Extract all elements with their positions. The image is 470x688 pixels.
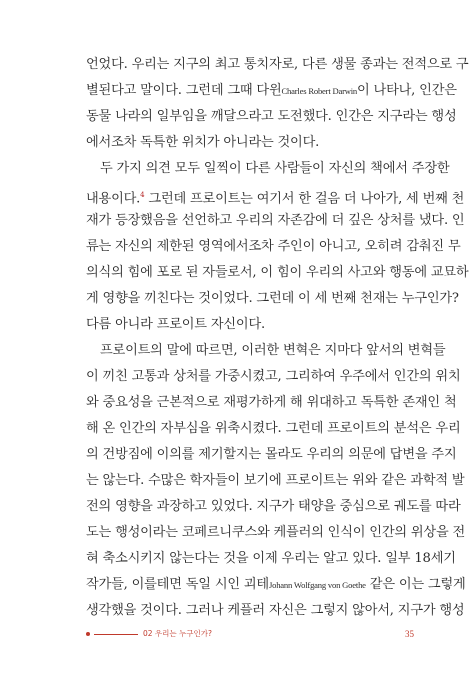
footer-rule [94,634,138,635]
text-line: 의식의 힘에 포로 된 자들로서, 이 힘이 우리의 사고와 행동에 교묘하 [86,265,469,280]
text-line: 해 온 인간의 자부심을 위축시켰다. 그런데 프로이트의 분석은 우리 [86,421,461,436]
text-line: 도는 행성이라는 코페르니쿠스와 케플러의 인식이 인간의 위상을 전 [86,525,466,540]
text-line: 의 건방짐에 이의를 제기할지는 몰라도 우리의 의문에 답변을 주지 [86,447,457,462]
text-line: 두 가지 의견 모두 일찍이 다른 사람들이 자신의 책에서 주장한 [100,161,450,176]
text-line: 프로이트의 말에 따르면, 이러한 변혁은 지마다 앞서의 변혁들 [100,343,446,358]
text-run: 별된다고 말이다. 그런데 그때 다윈 [86,83,282,98]
text-line: 재가 등장했음을 선언하고 우리의 자존감에 더 깊은 상처를 냈다. 인 [86,213,465,228]
body-text [86,52,469,624]
text-line: 생각했을 것이다. 그러나 케플러 자신은 그렇지 않아서, 지구가 행성 [86,603,465,618]
text-line: 이 끼친 고통과 상처를 가중시켰고, 그리하여 우주에서 인간의 위치 [86,369,461,384]
footnote-marker[interactable]: 4 [140,191,145,199]
text-line: 는 않는다. 수많은 학자들이 보기에 프로이트는 위와 같은 과학적 발 [86,473,465,488]
text-line: 류는 자신의 제한된 영역에서조차 주인이 아니고, 오히려 감춰진 무 [86,239,461,254]
text-run: 이 나타나, 인간은 [357,83,457,98]
text-line: 게 영향을 끼친다는 것이었다. 그런데 이 세 번째 천재는 누구인가? [86,291,459,306]
text-run: 같은 이는 그렇게 [365,577,466,592]
latin-name: Johann Wolfgang von Goethe [268,580,366,590]
text-run: 작가들, 이를테면 독일 시인 괴테 [86,577,269,592]
text-run: 내용이다. [86,191,141,207]
text-line: 에서조차 독특한 위치가 아니라는 것이다. [86,135,320,150]
text-line: 혀 축소시키지 않는다는 것을 이제 우리는 알고 있다. 일부 18세기 [86,551,456,566]
text-line [86,572,466,598]
text-line [86,182,465,208]
page-footer [86,627,414,641]
text-line: 전의 영향을 과장하고 있었다. 지구가 태양을 중심으로 궤도를 따라 [86,499,461,514]
page-number: 35 [405,629,414,639]
text-run: 그런데 프로이트는 여기서 한 걸음 더 나아가, 세 번째 천 [144,191,465,207]
text-line: 동물 나라의 일부임을 깨달으라고 도전했다. 인간은 지구라는 행성 [86,109,457,124]
text-line [86,78,457,104]
text-line: 와 중요성을 근본적으로 재평가하게 해 위대하고 독특한 존재인 척 [86,395,457,410]
text-line: 다름 아니라 프로이트 자신이다. [86,317,265,332]
running-chapter-title: 02 우리는 누구인가? [143,629,213,638]
footer-dot-ornament [86,632,90,636]
latin-name: Charles Robert Darwin [281,86,358,96]
text-line: 언었다. 우리는 지구의 최고 통치자로, 다른 생물 종과는 전적으로 구 [86,57,469,72]
